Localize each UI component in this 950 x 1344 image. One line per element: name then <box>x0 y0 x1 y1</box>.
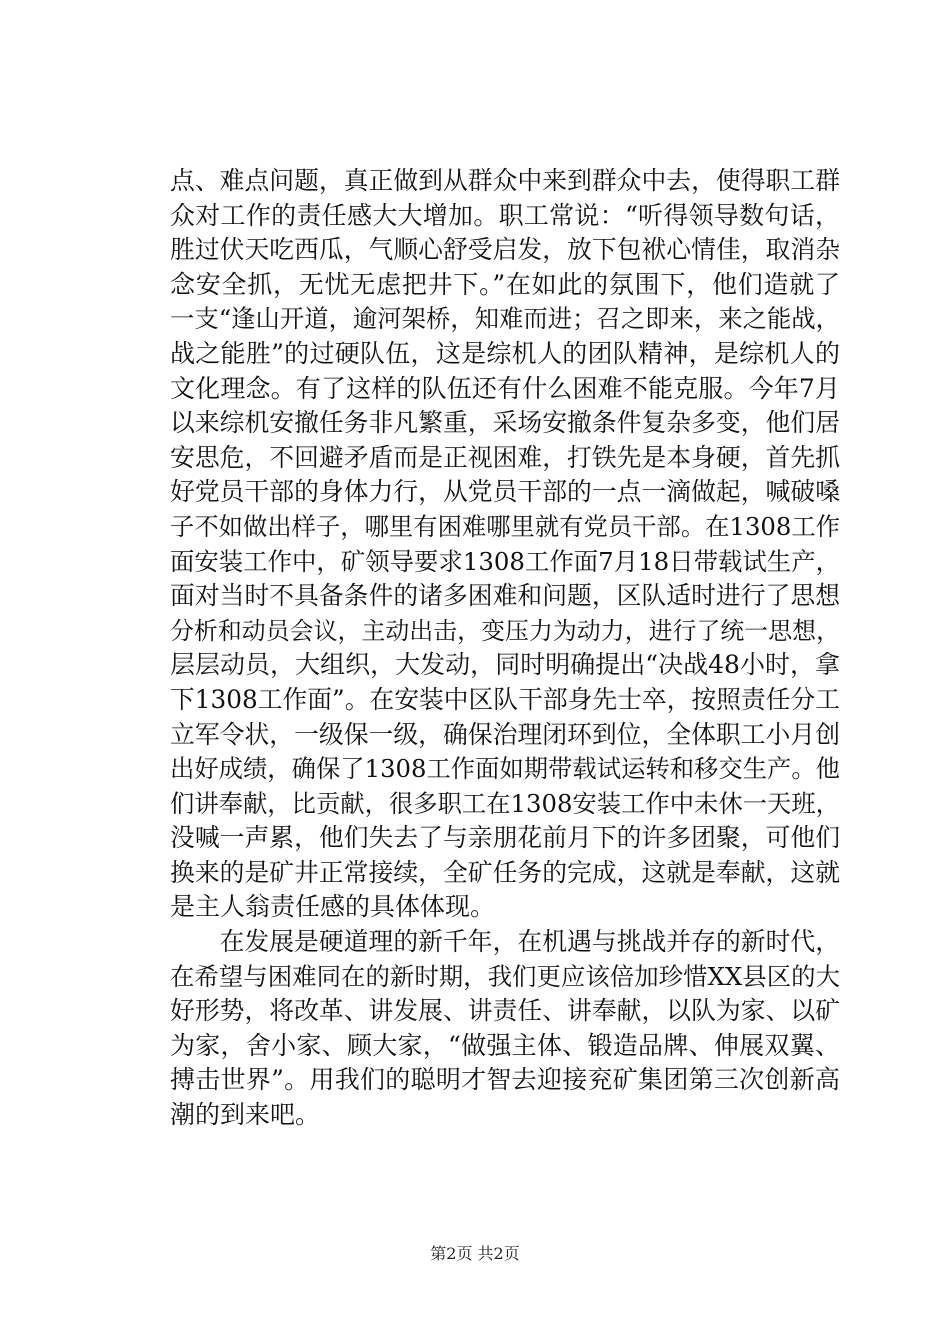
text-line: 没喊一声累，他们失去了与亲朋花前月下的许多团聚，可他们 <box>170 823 840 853</box>
text-line: 念安全抓，无忧无虑把井下。”在如此的氛围下，他们造就了 <box>170 269 840 299</box>
text-line: 众对工作的责任感大大增加。职工常说：“听得领导数句话， <box>170 200 840 230</box>
text-line: 文化理念。有了这样的队伍还有什么困难不能克服。今年7月 <box>170 373 840 403</box>
text-line: 立军令状，一级保一级，确保治理闭环到位，全体职工小月创 <box>170 719 840 749</box>
text-line: 们讲奉献，比贡献，很多职工在1308安装工作中未休一天班， <box>170 788 840 818</box>
page-footer <box>0 1244 950 1264</box>
text-line: 点、难点问题，真正做到从群众中来到群众中去，使得职工群 <box>170 166 840 195</box>
text-line: 子不如做出样子，哪里有困难哪里就有党员干部。在1308工作 <box>170 511 840 541</box>
text-line: 下1308工作面”。在安装中区队干部身先士卒，按照责任分工 <box>170 684 840 714</box>
text-line: 出好成绩，确保了1308工作面如期带载试运转和移交生产。他 <box>170 754 840 784</box>
text-line: 分析和动员会议，主动出击，变压力为动力，进行了统一思想， <box>170 616 840 645</box>
text-line: 好形势，将改革、讲发展、讲责任、讲奉献，以队为家、以矿 <box>170 996 840 1026</box>
text-line: 胜过伏天吃西瓜，气顺心舒受启发，放下包袱心情佳，取消杂 <box>170 235 840 265</box>
paragraph-1 <box>170 164 840 925</box>
text-line: 搏击世界”。用我们的聪明才智去迎接兖矿集团第三次创新高 <box>170 1065 840 1095</box>
text-line: 面对当时不具备条件的诸多困难和问题，区队适时进行了思想 <box>170 581 840 611</box>
text-line: 潮的到来吧。 <box>170 1100 321 1130</box>
text-line: 层层动员，大组织，大发动，同时明确提出“决战48小时，拿 <box>170 650 840 680</box>
text-line: 在希望与困难同在的新时期，我们更应该倍加珍惜XX县区的大 <box>170 961 840 991</box>
text-line: 战之能胜”的过硬队伍，这是综机人的团队精神，是综机人的 <box>170 338 840 368</box>
text-line: 换来的是矿井正常接续，全矿任务的完成，这就是奉献，这就 <box>170 857 840 887</box>
text-line: 是主人翁责任感的具体体现。 <box>170 892 496 922</box>
text-line: 为家，舍小家、顾大家，“做强主体、锻造品牌、伸展双翼、 <box>170 1030 840 1060</box>
text-line: 在发展是硬道理的新千年，在机遇与挑战并存的新时代， <box>219 927 840 957</box>
paragraph-2 <box>170 925 840 1133</box>
text-line: 一支“逢山开道，逾河架桥，知难而进；召之即来，来之能战， <box>170 304 840 334</box>
text-line: 以来综机安撤任务非凡繁重，采场安撤条件复杂多变，他们居 <box>170 408 840 438</box>
text-line: 安思危，不回避矛盾而是正视困难，打铁先是本身硬，首先抓 <box>170 442 840 472</box>
page-number-label: 第2页 共2页 <box>430 1244 520 1263</box>
document-body <box>170 164 840 1133</box>
text-line: 面安装工作中，矿领导要求1308工作面7月18日带载试生产， <box>170 546 840 576</box>
text-line: 好党员干部的身体力行，从党员干部的一点一滴做起，喊破嗓 <box>170 477 840 507</box>
